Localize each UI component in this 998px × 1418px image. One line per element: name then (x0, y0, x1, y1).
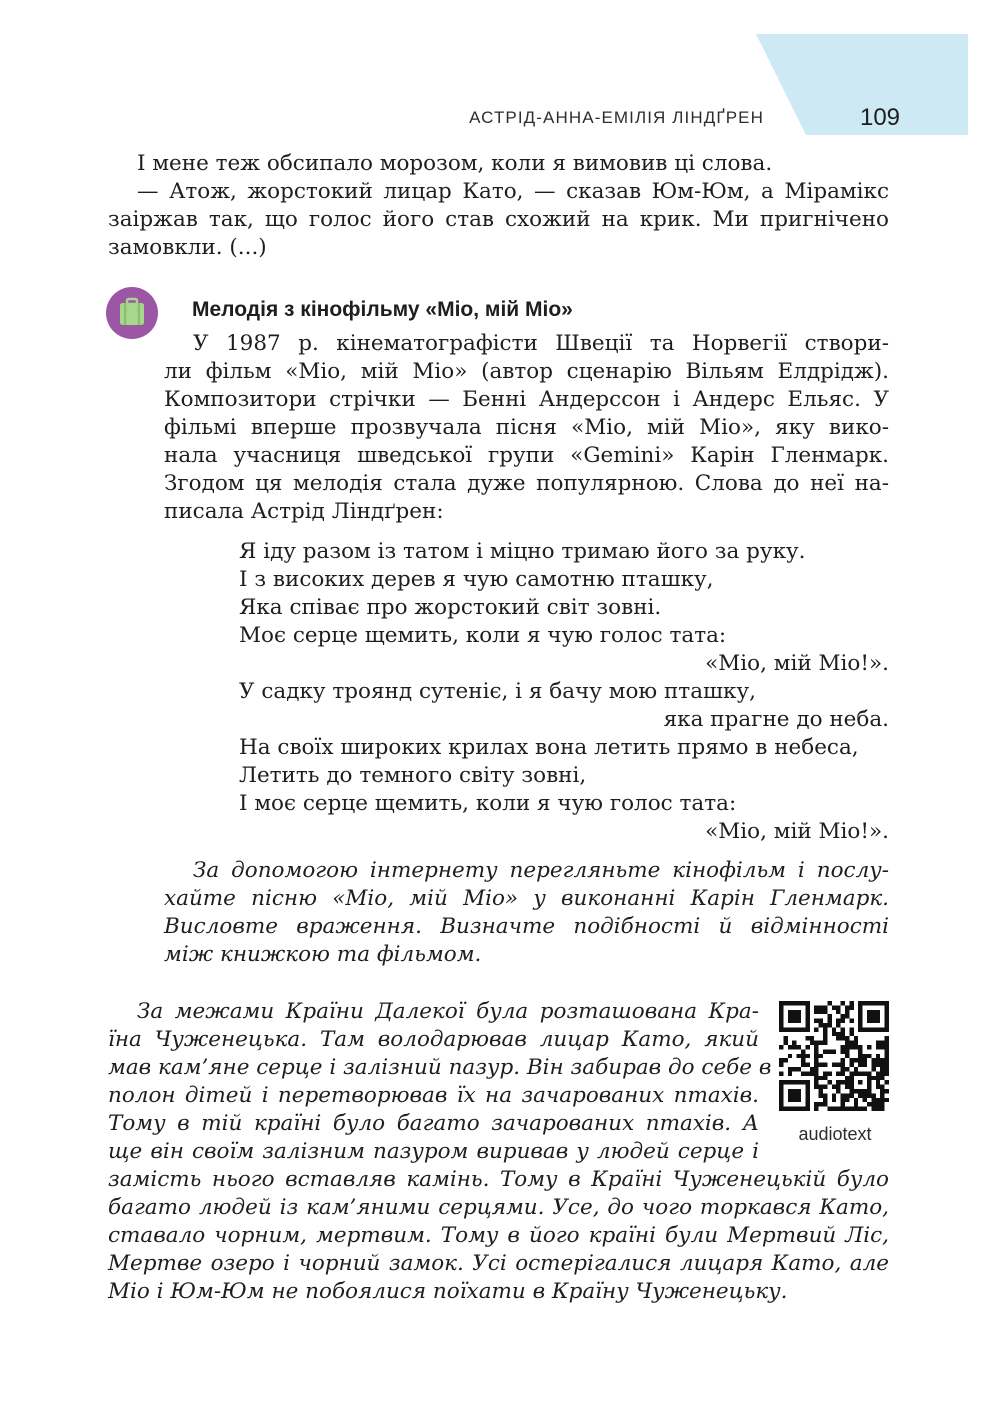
paragraph-line: Композитори стрічки — Бенні Андерссон і Андерс Ельяс. У (164, 387, 889, 412)
paragraph-line: фільмі вперше прозвучала пісня «Міо, мій Міо», яку вико- (164, 415, 889, 440)
qr-code-icon[interactable] (779, 1001, 889, 1111)
task-line: За допомогою інтернету перегляньте кінофільм і послу- (193, 858, 889, 883)
poem-line: І моє серце щемить, коли я чую голос тата: (239, 791, 737, 816)
story-line: заіржав так, що голос його став схожий на крик. Ми пригнічено (108, 207, 889, 232)
poem-line: У садку троянд сутеніє, і я бачу мою пташку, (239, 679, 756, 704)
summary-line: полон дітей і перетворював їх на зачарованих птахів. (108, 1083, 759, 1108)
poem-line: Летить до темного світу зовні, (239, 763, 587, 788)
briefcase-icon (106, 287, 158, 339)
paragraph-line: ли фільм «Міо, мій Міо» (автор сценарію Вільям Елдрідж). (164, 359, 889, 384)
poem-line: «Міо, мій Міо!». (705, 651, 889, 676)
summary-line: їна Чуженецька. Там володарював лицар Като, який (108, 1027, 759, 1052)
task-line: хайте пісню «Міо, мій Міо» у виконанні Карін Гленмарк. (164, 886, 889, 911)
running-head: АСТРІД-АННА-ЕМІЛІЯ ЛІНДҐРЕН (469, 108, 764, 127)
poem-line: Я іду разом із татом і міцно тримаю його за руку. (239, 539, 806, 564)
page-number: 109 (859, 104, 901, 131)
summary-line: мав кам’яне серце і залізний пазур. Він забирав до себе в (108, 1055, 772, 1080)
task-line: між книжкою та фільмом. (164, 942, 482, 967)
poem-line: «Міо, мій Міо!». (705, 819, 889, 844)
summary-line: За межами Країни Далекої була розташована Кра- (137, 999, 759, 1024)
paragraph-line: нала учасниця шведської групи «Gemini» Карін Гленмарк. (164, 443, 889, 468)
summary-line: ще він своїм залізним пазуром виривав у людей серце і (108, 1139, 759, 1164)
poem-line: На своїх широких крилах вона летить прямо в небеса, (239, 735, 859, 760)
qr-caption: audiotext (798, 1124, 872, 1144)
info-box-title: Мелодія з кінофільму «Міо, мій Міо» (192, 298, 573, 321)
task-line: Висловте враження. Визначте подібності й відмінності (164, 914, 889, 939)
summary-line: багато людей із кам’яними серцями. Усе, до чого торкався Като, (108, 1195, 889, 1220)
summary-line: Мертве озеро і чорний замок. Усі остерігалися лицаря Като, але (108, 1251, 889, 1276)
story-line: замовкли. (...) (108, 235, 267, 260)
story-line: — Атож, жорстокий лицар Като, — сказав Юм-Юм, а Мірамікс (137, 179, 889, 204)
poem-line: І з високих дерев я чую самотню пташку, (239, 567, 714, 592)
summary-line: Тому в тій країні було багато зачарованих птахів. А (108, 1111, 759, 1136)
poem-line: Моє серце щемить, коли я чую голос тата: (239, 623, 727, 648)
poem-line: яка прагне до неба. (663, 707, 889, 732)
paragraph-line: Згодом ця мелодія стала дуже популярною. Слова до неї на- (164, 471, 889, 496)
paragraph-line: У 1987 р. кінематографісти Швеції та Норвегії створи- (193, 331, 889, 356)
paragraph-line: писала Астрід Ліндґрен: (164, 499, 444, 524)
summary-line: замість нього вставляв камінь. Тому в Країні Чуженецькій було (108, 1167, 889, 1192)
story-line: І мене теж обсипало морозом, коли я вимовив ці слова. (137, 151, 773, 176)
poem-line: Яка співає про жорстокий світ зовні. (239, 595, 662, 620)
summary-line: ставало чорним, мертвим. Тому в його країні були Мертвий Ліс, (108, 1223, 889, 1248)
summary-line: Міо і Юм-Юм не побоялися поїхати в Країну Чуженецьку. (108, 1279, 788, 1304)
